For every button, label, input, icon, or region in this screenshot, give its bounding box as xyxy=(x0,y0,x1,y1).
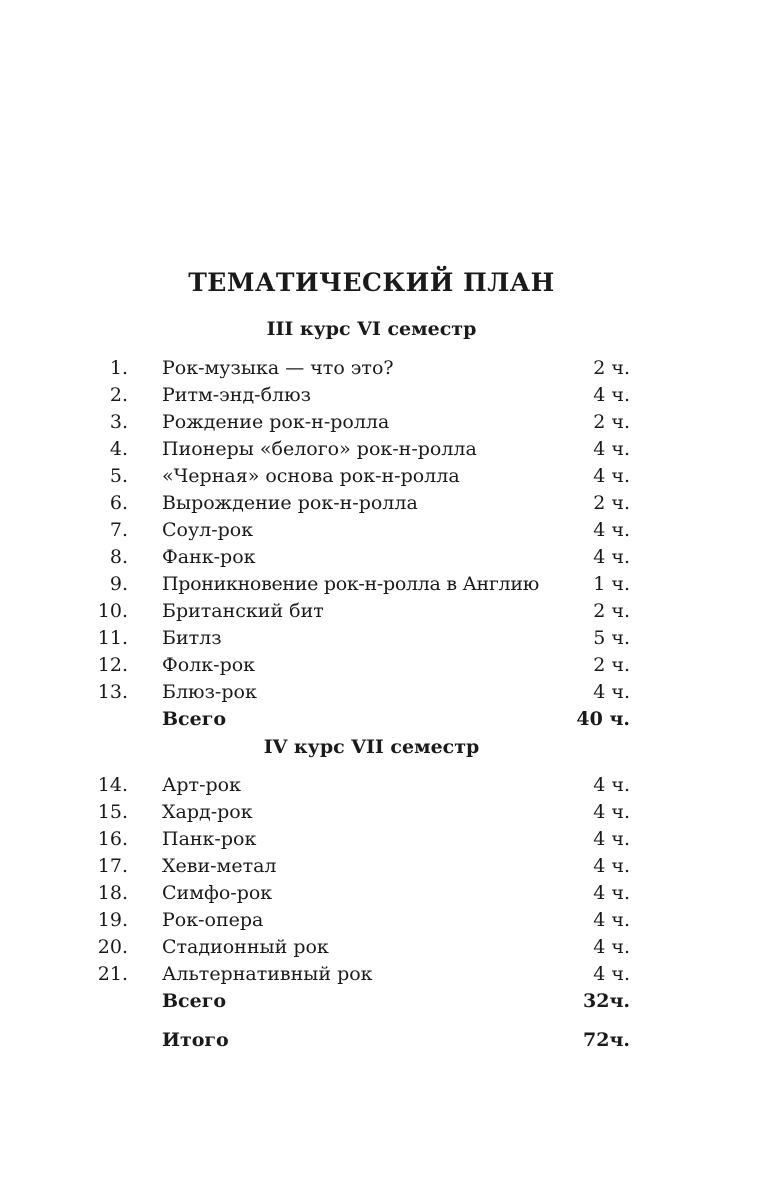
table-row xyxy=(0,907,757,934)
item-topic: Хард-рок xyxy=(162,801,253,823)
item-number: 15. xyxy=(97,801,128,823)
item-hours: 4 ч. xyxy=(593,855,630,877)
table-row xyxy=(0,853,757,880)
item-hours: 1 ч. xyxy=(593,573,630,595)
table-row xyxy=(0,679,757,706)
table-row xyxy=(0,772,757,799)
item-number: 9. xyxy=(109,573,128,595)
total-hours: 40 ч. xyxy=(576,708,630,730)
grand-total-hours: 72ч. xyxy=(583,1029,630,1051)
item-topic: Панк-рок xyxy=(162,828,257,850)
total-label: Всего xyxy=(162,708,227,730)
grand-total-row xyxy=(0,1027,757,1054)
item-topic: Проникновение рок-н-ролла в Англию xyxy=(162,573,539,595)
table-row xyxy=(0,409,757,436)
item-number: 8. xyxy=(109,546,128,568)
item-number: 19. xyxy=(97,909,128,931)
item-hours: 2 ч. xyxy=(593,492,630,514)
item-number: 18. xyxy=(97,882,128,904)
item-hours: 4 ч. xyxy=(593,801,630,823)
section-heading: III курс VI семестр xyxy=(266,318,477,340)
item-number: 12. xyxy=(97,654,128,676)
item-number: 1. xyxy=(109,357,128,379)
table-row xyxy=(0,826,757,853)
item-hours: 4 ч. xyxy=(593,465,630,487)
item-topic: Британский бит xyxy=(162,600,324,622)
item-topic: Фолк-рок xyxy=(162,654,256,676)
table-row xyxy=(0,436,757,463)
item-hours: 4 ч. xyxy=(593,438,630,460)
table-row xyxy=(0,382,757,409)
table-row xyxy=(0,652,757,679)
item-hours: 4 ч. xyxy=(593,882,630,904)
item-number: 21. xyxy=(97,963,128,985)
item-hours: 2 ч. xyxy=(593,357,630,379)
table-row xyxy=(0,571,757,598)
page-title: ТЕМАТИЧЕСКИЙ ПЛАН xyxy=(188,268,555,297)
item-topic: Вырождение рок-н-ролла xyxy=(162,492,418,514)
item-topic: Рок-опера xyxy=(162,909,264,931)
item-hours: 4 ч. xyxy=(593,909,630,931)
section-total-row xyxy=(0,988,757,1015)
item-number: 6. xyxy=(109,492,128,514)
item-number: 4. xyxy=(109,438,128,460)
table-row xyxy=(0,799,757,826)
item-number: 17. xyxy=(97,855,128,877)
item-hours: 4 ч. xyxy=(593,681,630,703)
table-row xyxy=(0,544,757,571)
item-hours: 4 ч. xyxy=(593,828,630,850)
item-topic: Битлз xyxy=(162,627,222,649)
item-number: 13. xyxy=(97,681,128,703)
item-number: 11. xyxy=(97,627,128,649)
table-row xyxy=(0,355,757,382)
item-topic: «Черная» основа рок-н-ролла xyxy=(162,465,460,487)
table-row xyxy=(0,625,757,652)
item-topic: Симфо-рок xyxy=(162,882,273,904)
item-topic: Стадионный рок xyxy=(162,936,329,958)
item-hours: 4 ч. xyxy=(593,384,630,406)
item-number: 2. xyxy=(109,384,128,406)
item-number: 16. xyxy=(97,828,128,850)
item-number: 20. xyxy=(97,936,128,958)
item-topic: Блюз-рок xyxy=(162,681,257,703)
item-hours: 4 ч. xyxy=(593,546,630,568)
item-hours: 4 ч. xyxy=(593,963,630,985)
item-topic: Альтернативный рок xyxy=(162,963,373,985)
item-hours: 4 ч. xyxy=(593,774,630,796)
item-number: 14. xyxy=(97,774,128,796)
item-number: 5. xyxy=(109,465,128,487)
item-hours: 2 ч. xyxy=(593,600,630,622)
item-topic: Ритм-энд-блюз xyxy=(162,384,311,406)
section-total-row xyxy=(0,706,757,733)
total-label: Всего xyxy=(162,990,227,1012)
table-row xyxy=(0,517,757,544)
item-hours: 5 ч. xyxy=(593,627,630,649)
item-hours: 2 ч. xyxy=(593,411,630,433)
grand-total-label: Итого xyxy=(162,1029,229,1051)
item-number: 10. xyxy=(97,600,128,622)
section-heading: IV курс VII семестр xyxy=(263,736,480,758)
table-row xyxy=(0,934,757,961)
item-hours: 4 ч. xyxy=(593,519,630,541)
table-row xyxy=(0,598,757,625)
item-hours: 2 ч. xyxy=(593,654,630,676)
item-topic: Фанк-рок xyxy=(162,546,256,568)
item-topic: Рок-музыка — что это? xyxy=(162,357,394,379)
table-row xyxy=(0,463,757,490)
item-topic: Пионеры «белого» рок-н-ролла xyxy=(162,438,477,460)
item-topic: Арт-рок xyxy=(162,774,241,796)
item-topic: Рождение рок-н-ролла xyxy=(162,411,390,433)
table-row xyxy=(0,880,757,907)
table-row xyxy=(0,961,757,988)
table-row xyxy=(0,490,757,517)
item-hours: 4 ч. xyxy=(593,936,630,958)
item-topic: Хеви-метал xyxy=(162,855,277,877)
item-number: 7. xyxy=(109,519,128,541)
total-hours: 32ч. xyxy=(583,990,630,1012)
item-topic: Соул-рок xyxy=(162,519,254,541)
item-number: 3. xyxy=(109,411,128,433)
